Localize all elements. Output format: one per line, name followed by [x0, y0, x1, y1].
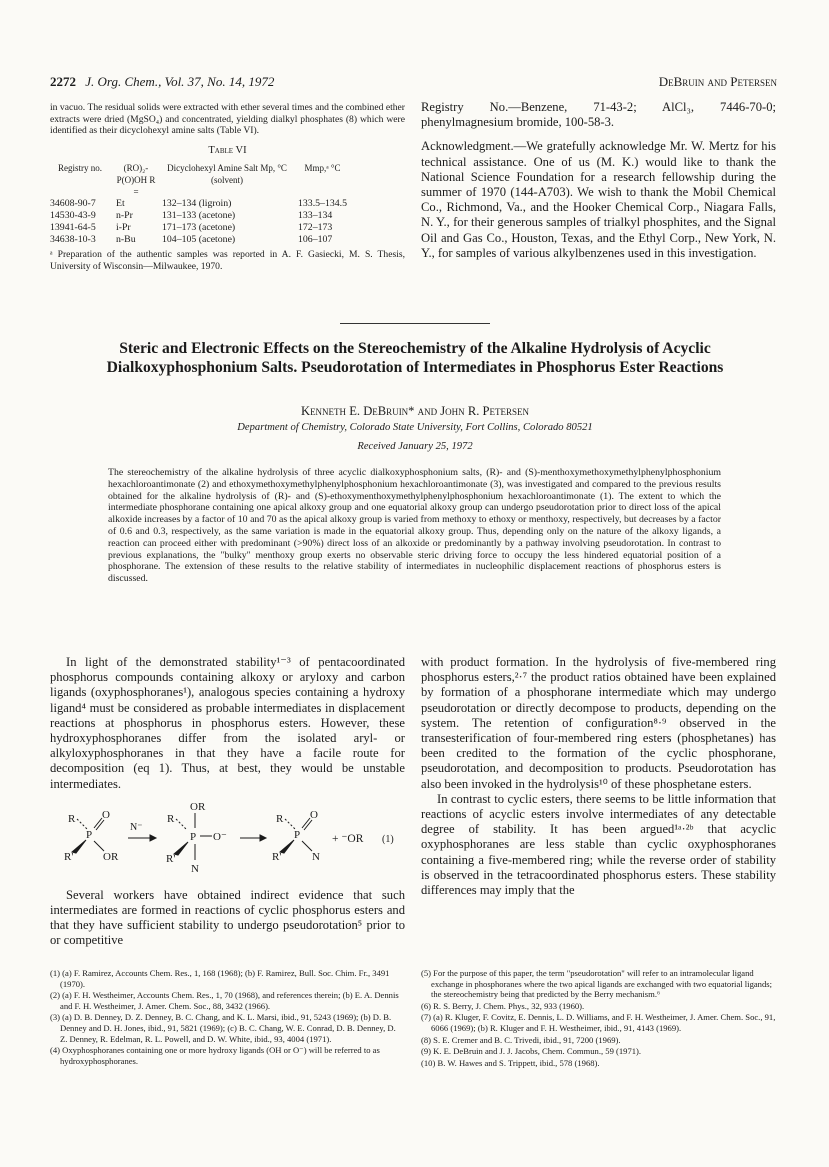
article-authors: Kenneth E. DeBruin* and John R. Petersen	[300, 404, 530, 418]
ligand-r: R	[167, 812, 175, 825]
arrow-head	[150, 835, 156, 841]
table-cell: i-Pr	[116, 222, 131, 234]
right-paragraph-1: with product formation. In the hydrolysis of five-membered ring phosphorus esters,²·⁷ the product ratios obtained have been explained by formation of a phosphorane intermediate which may undergo pseudorotation or directly decompose to products, depending on the system. The retention of configuration⁸·⁹ observed in the transesterification of four-membered ring esters (phosphetanes) has been credited to the formation of the cyclic phosphorane, pseudorotation, and decomposition to products. Pseudorotation has also been invoked in the hydrolysis¹⁰ of these phosphetane esters.	[421, 655, 776, 791]
table-header-cell: Registry no.	[58, 163, 102, 174]
article-title: Steric and Electronic Effects on the Stereochemistry of the Alkaline Hydrolysis of Acyclic Dialkoxyphosphonium Salts. Pseudorotation of Intermediates in Phosphorus Ester Reactions	[106, 340, 724, 376]
table-cell: 132–134 (ligroin)	[162, 198, 232, 210]
ligand-or: OR	[103, 850, 119, 863]
nucleophile-label: N⁻	[130, 821, 143, 833]
table-cell: 171–173 (acetone)	[162, 222, 236, 234]
footnote: (1) (a) F. Ramirez, Accounts Chem. Res., 1, 168 (1968); (b) F. Ramirez, Bull. Soc. Chim. Fr., 3491 (1970).	[50, 968, 390, 989]
table-vi	[50, 162, 353, 246]
bond	[302, 818, 310, 828]
table-title: Table VI	[208, 144, 247, 156]
journal-citation: J. Org. Chem., Vol. 37, No. 14, 1972	[85, 74, 275, 89]
ligand-r-prime: R'	[166, 852, 176, 865]
footnotes-right	[421, 968, 776, 1069]
table-cell: 106–107	[298, 234, 333, 246]
footnote: (6) R. S. Berry, J. Chem. Phys., 32, 933 (1960).	[421, 1000, 585, 1011]
table-header-row	[50, 162, 353, 198]
footnote: (9) K. E. DeBruin and J. J. Jacobs, Chem. Commun., 59 (1971).	[421, 1046, 642, 1057]
table-row	[50, 222, 353, 234]
phosphorus-atom: P	[190, 830, 197, 843]
table-cell: n-Bu	[116, 234, 136, 246]
table-cell: 34638-10-3	[50, 234, 96, 246]
arrow-head	[260, 835, 266, 841]
section-divider	[340, 323, 490, 324]
wedge-bond	[72, 840, 86, 853]
table-cell: 14530-43-9	[50, 210, 96, 222]
bond	[302, 841, 312, 851]
phosphorus-atom: P	[294, 828, 301, 841]
table-row	[50, 210, 353, 222]
equation-1-scheme	[50, 800, 405, 882]
footnotes-left	[50, 968, 405, 1067]
right-column	[421, 655, 776, 898]
footnote: (7) (a) R. Kluger, F. Covitz, E. Dennis, L. D. Williams, and F. H. Westheimer, J. Amer. Chem. Soc., 91, 6066 (1969); (b) R. Kluger and F. H. Westheimer, ibid., 91, 4143 (1969).	[421, 1012, 776, 1033]
footnote: (3) (a) D. B. Denney, D. Z. Denney, B. C. Chang, and K. L. Marsi, ibid., 91, 5243 (1969); (b) D. B. Denney and D. H. Jones, ibid., 91, 5821 (1969); (c) B. C. Chang, W. E. Conrad, D. B. Denney, D. Z. Denney, R. Edelman, R. L. Powell, and D. W. White, ibid., 93, 4004 (1971).	[50, 1012, 396, 1044]
abstract: The stereochemistry of the alkaline hydrolysis of three acyclic dialkoxyphosphonium salts, (R)- and (S)-menthoxymethoxymethylphenylphosphonium hexachloroantimonate (2) and ethoxymethoxymethylphenylphosphonium hexachloroantimonate (3), was investigated and compared to the previous results obtained for the alkaline hydrolysis of (R)- and (S)-ethoxymenthoxymethylphenylphosphonium hexachloroantimonate (1). The extent to which the intermediate phosphorane containing one apical alkoxy group and one equatorial alkoxy group can undergo pseudorotation prior to direct loss of the apical alkoxide increases by a factor of 10 and 70 as the apical alkoxy group is varied from methoxy to ethoxy or menthoxy, respectively, but decreases by a factor of 0.6 and 0.3, respectively, as the same variation is made in the equatorial alkoxy group. Thus, depending only on the nature of the alkoxy ligands, a reaction can proceed either with predominant (>90%) direct loss of an alkoxide or predominantly by a pathway involving pseudorotation. In contrast to previous explanations, the "bulky" menthoxy group exerts no observable steric driving force to occupy the less hindered equatorial position of a phosphorane. The extension of these results to the relative stability of intermediates in nucleophilic displacement reactions of phosphorus esters is discussed.	[108, 467, 721, 585]
leaving-group: + ⁻OR	[332, 832, 364, 845]
page-header-left	[50, 74, 274, 90]
table-cell: n-Pr	[116, 210, 133, 222]
oxide-ligand: O⁻	[213, 830, 227, 843]
table-row	[50, 234, 353, 246]
footnote: (4) Oxyphosphoranes containing one or more hydroxy ligands (OH or O⁻) will be referred to as hydroxyphosphoranes.	[50, 1045, 380, 1066]
oxygen-atom: O	[102, 808, 110, 821]
ligand-n: N	[191, 862, 199, 875]
ligand-r: R	[68, 812, 76, 825]
ligand-r-prime: R'	[272, 850, 282, 863]
bond	[94, 818, 102, 828]
acknowledgment-block	[421, 100, 776, 261]
footnote: (2) (a) F. H. Westheimer, Accounts Chem. Res., 1, 70 (1968), and references therein; (b) E. A. Dennis and F. H. Westheimer, J. Amer. Chem. Soc., 88, 3432 (1966).	[50, 990, 399, 1011]
table-header-cell: Dicyclohexyl Amine Salt Mp, °C (solvent)	[167, 163, 287, 186]
registry-numbers: Registry No.—Benzene, 71-43-2; AlCl₃, 7446-70-0; phenylmagnesium bromide, 100-58-3.	[421, 100, 776, 130]
wedge-bond	[280, 840, 294, 853]
table-footnote: ᵃ Preparation of the authentic samples was reported in A. F. Gasiecki, M. S. Thesis, University of Wisconsin—Milwaukee, 1970.	[50, 249, 405, 272]
article-affiliation: Department of Chemistry, Colorado State University, Fort Collins, Colorado 80521	[237, 422, 593, 433]
bond	[176, 819, 186, 829]
table-header-cell: (RO)₂-P(O)OH R =	[116, 163, 156, 198]
phosphorus-atom: P	[86, 828, 93, 841]
wedge-bond	[174, 842, 188, 855]
experimental-tail	[50, 102, 405, 273]
table-header-cell: Mmp,ᵃ °C	[304, 163, 341, 174]
ligand-r-prime: R'	[64, 850, 74, 863]
table-cell: 133–134	[298, 210, 333, 222]
table-cell: 34608-90-7	[50, 198, 96, 210]
ligand-r: R	[276, 812, 284, 825]
acknowledgment: Acknowledgment.—We gratefully acknowledge Mr. W. Mertz for his technical assistance. One of us (M. K.) would like to thank the National Science Foundation for a research fellowship during the summer of 1970 (144-A703). We wish to thank the Mobil Chemical Co., Richmond, Va., and the Hooker Chemical Corp., Niagara Falls, N. Y., for their generous samples of trialkyl phosphites, and the Signal Oil and Gas Co., Houston, Texas, and the Ethyl Corp., New York, N. Y., for samples of various alkylbenzenes used in this investigation.	[421, 139, 776, 260]
table-cell: Et	[116, 198, 125, 210]
experimental-paragraph: in vacuo. The residual solids were extracted with ether several times and the combined ether extracts were dried (MgSO₄) and concentrated, yielding dialkyl phosphates (8) which were identified as their dicyclohexyl amine salts (Table VI).	[50, 102, 405, 137]
ligand-or: OR	[190, 800, 206, 813]
table-cell: 172–173	[298, 222, 333, 234]
bond	[96, 820, 104, 830]
table-cell: 13941-64-5	[50, 222, 96, 234]
bond	[94, 841, 104, 851]
oxygen-atom: O	[310, 808, 318, 821]
table-cell: 104–105 (acetone)	[162, 234, 236, 246]
table-cell: 133.5–134.5	[298, 198, 347, 210]
table-row	[50, 198, 353, 210]
footnote: (10) B. W. Hawes and S. Trippett, ibid., 578 (1968).	[421, 1057, 600, 1068]
page-number: 2272	[50, 74, 76, 89]
right-paragraph-2: In contrast to cyclic esters, there seems to be little information that reactions of acyclic esters involve intermediates of any detectable degree of stability. It has been argued¹ᵃ·²ᵇ that acyclic oxyphosphoranes are less stable than cyclic oxyphosphoranes containing a five-membered ring; while the reverse order of stability is observed in the tetracoordinated phosphorus esters. These stability differences may imply that the	[421, 791, 776, 898]
bond	[304, 820, 312, 830]
footnote: (5) For the purpose of this paper, the term "pseudorotation" will refer to an intramolecular ligand exchange in phosphoranes where the two apical ligands are exchanged with two equatorial ligands; the stereochemistry being that predicted by the Berry mechanism.⁶	[421, 968, 773, 1000]
left-column	[50, 655, 405, 949]
intro-paragraph-1: In light of the demonstrated stability¹⁻³ of pentacoordinated phosphorus compounds containing alkoxy or aryloxy and carbon ligands (oxyphosphoranes¹), analogous species containing a hydroxy ligand⁴ must be considered as probable intermediates in displacement reactions at phosphorus in phosphorus esters. However, these hydroxyphosphoranes differ from the isolated aryl- or alkyloxyphosphoranes in that they have a facile route for decomposition (eq 1). Thus, at best, they would be unstable intermediates.	[50, 655, 405, 791]
intro-paragraph-2: Several workers have obtained indirect evidence that such intermediates are formed in reactions of cyclic phosphorus esters and that they have sufficient stability to undergo pseudorotation⁵ prior to or competitive	[50, 887, 405, 948]
ligand-n: N	[312, 850, 320, 863]
table-cell: 131–133 (acetone)	[162, 210, 236, 222]
received-date: Received January 25, 1972	[357, 441, 473, 452]
footnote: (8) S. E. Cremer and B. C. Trivedi, ibid., 91, 7200 (1969).	[421, 1034, 621, 1045]
running-head: DeBruin and Petersen	[658, 74, 777, 89]
equation-number: (1)	[382, 833, 394, 845]
